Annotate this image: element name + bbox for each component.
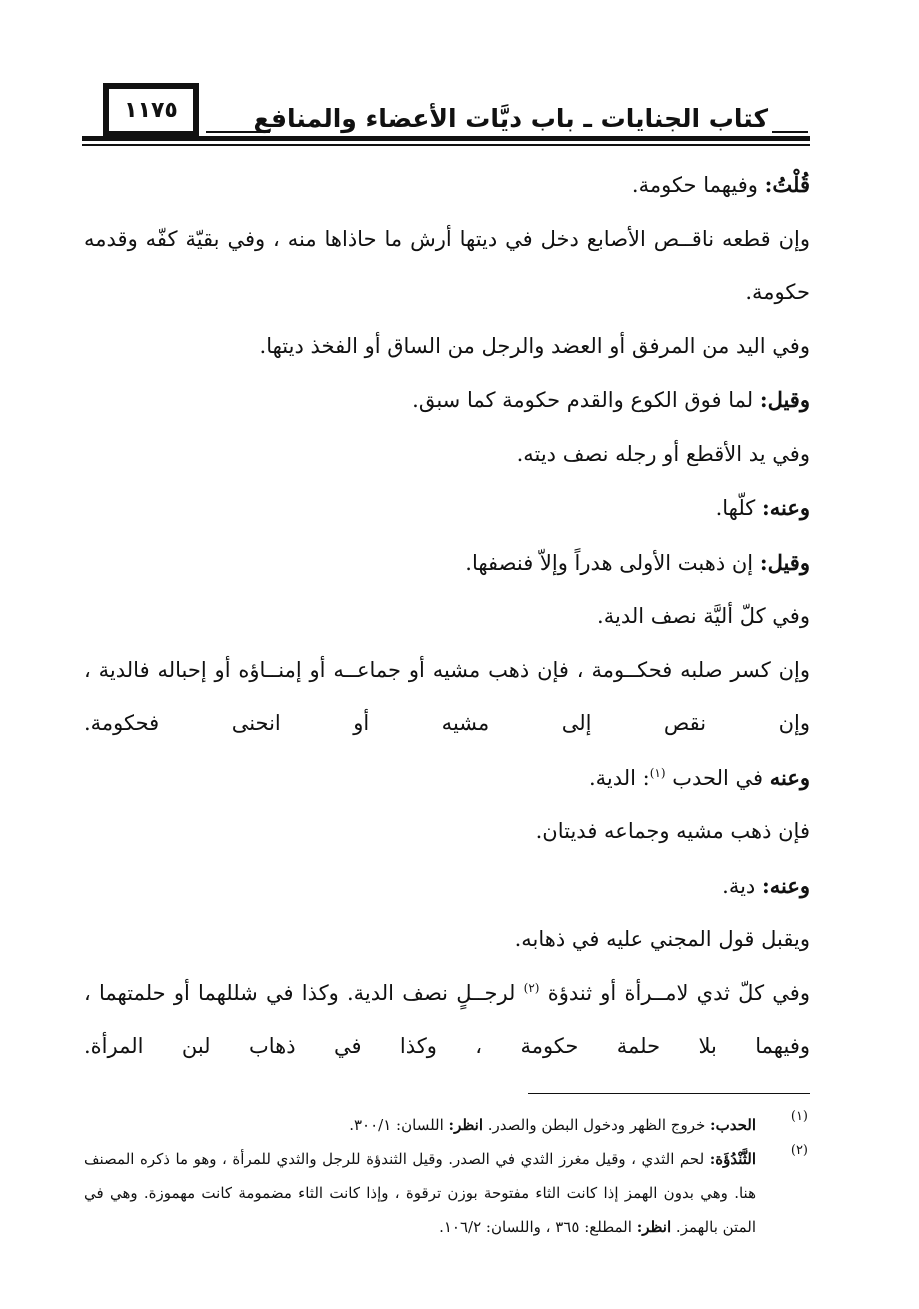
paragraph-1 — [84, 158, 810, 213]
footnote-text — [84, 1108, 756, 1142]
footnote-body: خروج الظهر ودخول البطن والصدر. — [483, 1116, 711, 1134]
running-title: كتاب الجنايات ـ باب ديَّات الأعضاء والمنافع — [253, 104, 768, 133]
keyword: وعنه: — [761, 495, 810, 520]
page-number-box — [103, 83, 199, 137]
paragraph-5: وفي يد الأقطع أو رجله نصف ديته. — [516, 441, 810, 466]
paragraph-14 — [84, 967, 810, 1074]
footnotes — [84, 1108, 810, 1244]
footnote-see-label: انظر: — [636, 1218, 672, 1236]
paragraph-6 — [84, 481, 810, 536]
footnote-text — [84, 1142, 756, 1244]
paragraph-11: فإن ذهب مشيه وجماعه فديتان. — [535, 819, 810, 843]
footnote-ref-1[interactable]: (١) — [649, 765, 666, 780]
main-text — [84, 158, 810, 1074]
paragraph-8: وفي كلّ أليَّة نصف الدية. — [597, 604, 810, 628]
keyword: قُلْتُ: — [764, 172, 810, 197]
footnote-number: (٢) — [790, 1143, 808, 1158]
footnote-source: اللسان: ٣٠٠/١. — [349, 1116, 449, 1134]
footnote-see-label: انظر: — [448, 1116, 484, 1134]
paragraph-4 — [84, 373, 810, 428]
paragraph-12 — [84, 859, 810, 914]
footnote-number: (١) — [790, 1109, 808, 1124]
paragraph-13: ويقبل قول المجني عليه في ذهابه. — [514, 927, 810, 951]
footnote-term: الحدب: — [710, 1116, 756, 1134]
keyword: وقيل: — [759, 387, 810, 412]
paragraph-text: كلّها. — [715, 496, 762, 520]
footnote-body: لحم الثدي ، وقيل مغرز الثدي في الصدر. وقيل الثندؤة للرجل والثدي للمرأة ، وهو ما ذكره المصنف هنا. وهي بدون الهمز إذا كانت الثاء مفتوحة بوزن ترقوة ، وإذا كانت الثاء مضمومة كانت مهموزة. وهي في المتن بالهمز. — [84, 1150, 756, 1236]
paragraph-10 — [84, 751, 810, 806]
paragraph-text: : الدية. — [588, 765, 650, 790]
header-rule-thick — [82, 136, 810, 141]
paragraph-text: إن ذهبت الأولى هدراً وإلاّ فنصفها. — [465, 550, 760, 575]
keyword: وعنه: — [761, 872, 810, 898]
keyword: وعنه — [769, 764, 810, 790]
paragraph-3: وفي اليد من المرفق أو العضد والرجل من الساق أو الفخذ ديتها. — [259, 333, 810, 358]
footnote-ref-2[interactable]: (٢) — [523, 980, 540, 995]
paragraph-7 — [84, 536, 810, 591]
paragraph-text: وفي كلّ ثدي لامــرأة أو ثندؤة — [539, 980, 810, 1005]
footnote-source: المطلع: ٣٦٥ ، واللسان: ١٠٦/٢. — [439, 1218, 637, 1236]
keyword: وقيل: — [759, 549, 810, 575]
footnote-term: الثَّنْدُؤَة: — [709, 1150, 756, 1168]
footnote-separator — [528, 1093, 810, 1094]
paragraph-text: وفيهما حكومة. — [631, 173, 765, 197]
header-rule-thin — [82, 144, 810, 146]
header-dash-right — [772, 131, 808, 133]
paragraph-2: وإن قطعه ناقــص الأصابع دخل في ديتها أرش ما حاذاها منه ، وفي بقيّة كفّه وقدمه حكومة. — [84, 226, 810, 304]
page-number: ١١٧٥ — [124, 97, 178, 123]
footnote-2 — [84, 1142, 810, 1244]
paragraph-9: وإن كسر صلبه فحكــومة ، فإن ذهب مشيه أو جماعــه أو إمنــاؤه أو إحباله فالدية ، وإن نقص إلى مشيه أو انحنى فحكومة. — [84, 657, 810, 735]
footnote-1 — [84, 1108, 810, 1142]
paragraph-text: لرجــلٍ نصف الدية. وكذا في شللهما أو حلمتهما ، وفيهما بلا حلمة حكومة ، وكذا في ذهاب لبن المرأة. — [84, 980, 810, 1058]
paragraph-text: دية. — [722, 873, 762, 898]
paragraph-text: في الحدب — [665, 765, 770, 790]
paragraph-text: لما فوق الكوع والقدم حكومة كما سبق. — [412, 388, 760, 412]
